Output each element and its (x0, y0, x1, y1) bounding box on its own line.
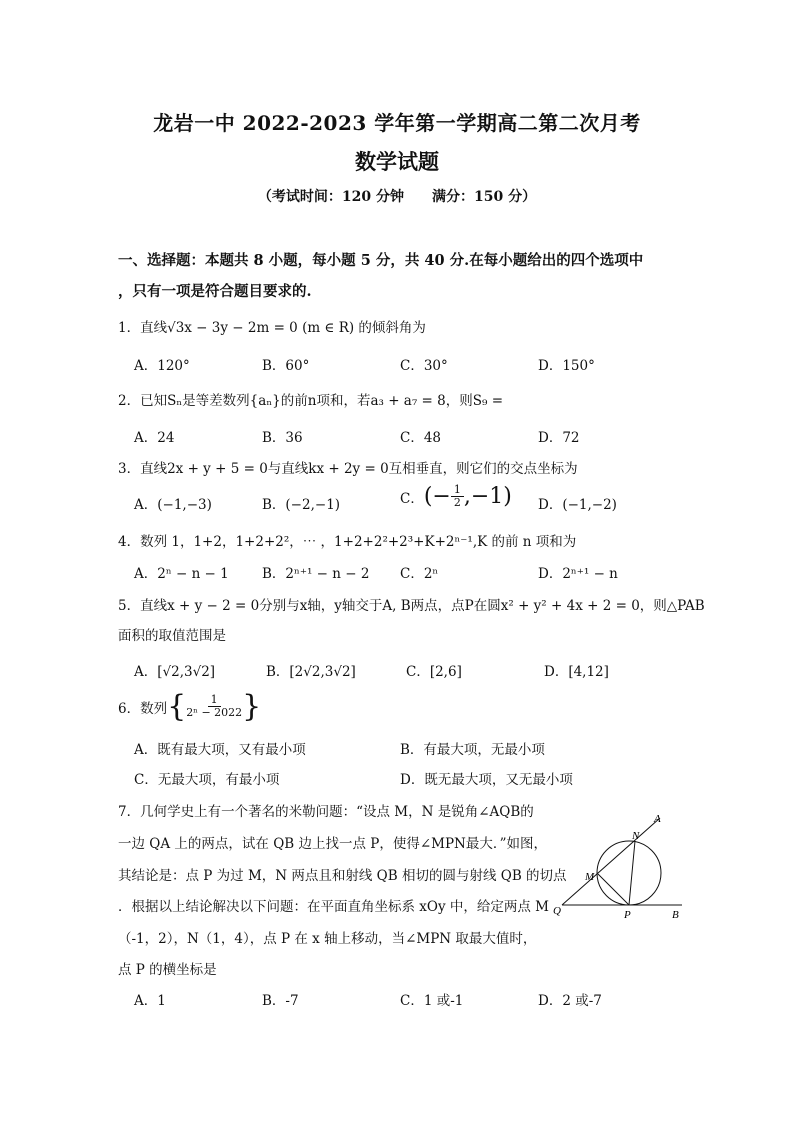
q3-option-c (400, 484, 512, 509)
q3-option-c-num: 1 (451, 484, 464, 497)
label-a: A (654, 813, 661, 825)
q6-option-c: C．无最大项，有最小项 (134, 772, 280, 788)
q7-option-c: C．1 或-1 (400, 993, 464, 1009)
exam-info: （考试时间：120 分钟 满分：150 分） (257, 189, 537, 205)
question-1-stem: 1．直线√3x − 3y − 2m = 0 (m ∈ R) 的倾斜角为 (118, 320, 426, 336)
question-7-stem-1: 7．几何学史上有一个著名的米勒问题：“设点 M，N 是锐角∠AQB的 (118, 804, 534, 820)
q6-left-brace: { (167, 688, 187, 724)
question-5-stem-2: 面积的取值范围是 (118, 628, 226, 644)
q5-option-d: D．[4,12] (544, 664, 609, 680)
exam-subtitle: 数学试题 (355, 149, 439, 174)
q3-option-b: B．(−2,−1) (262, 497, 341, 513)
label-n: N (632, 830, 640, 842)
q1-option-c: C．30° (400, 358, 448, 374)
question-7-stem-3: 其结论是：点 P 为过 M，N 两点且和射线 QB 相切的圆与射线 QB 的切点 (118, 868, 567, 884)
q4-option-c: C．2ⁿ (400, 566, 439, 582)
q1-option-d: D．150° (538, 358, 595, 374)
label-m: M (585, 871, 595, 883)
q2-option-d: D．72 (538, 430, 580, 446)
segment-pn (629, 841, 635, 905)
q6-stem-text: 6．数列 (118, 700, 168, 717)
q2-option-c: C．48 (400, 430, 442, 446)
question-7-stem-5: （-1，2），N（1，4），点 P 在 x 轴上移动，当∠MPN 取最大值时， (118, 931, 537, 947)
q5-option-c: C．[2,6] (406, 664, 462, 680)
q7-option-b: B．-7 (262, 993, 299, 1009)
q3-option-c-den: 2 (453, 496, 461, 509)
q3-option-a: A．(−1,−3) (134, 497, 212, 513)
q6-num: 1 (208, 694, 221, 707)
q6-option-a: A．既有最大项，又有最小项 (134, 742, 306, 758)
tangent-circle (597, 841, 661, 905)
q2-option-b: B．36 (262, 430, 303, 446)
q2-option-a: A．24 (134, 430, 175, 446)
q6-option-b: B．有最大项，无最小项 (400, 742, 545, 758)
q7-option-d: D．2 或-7 (538, 993, 602, 1009)
miller-problem-figure (550, 808, 690, 920)
question-5-stem: 5．直线x + y − 2 = 0分别与x轴，y轴交于A, B两点，点P在圆x² + y² + 4x + 2 = 0，则△PAB (118, 598, 705, 614)
q3-option-c-label: C． (400, 490, 424, 507)
question-7-stem-4: ．根据以上结论解决以下问题：在平面直角坐标系 xOy 中，给定两点 M (118, 899, 550, 915)
section-heading-line2: ，只有一项是符合题目要求的. (118, 283, 312, 300)
q6-right-brace: } (242, 688, 262, 724)
label-p: P (624, 909, 631, 920)
q3-option-c-fraction (451, 484, 464, 509)
question-6-stem (118, 688, 262, 724)
label-q: Q (553, 905, 561, 917)
q6-den: 2ⁿ − 2022 (186, 706, 243, 719)
q3-option-c-close: ,−1) (463, 483, 512, 509)
question-7-stem-2: 一边 QA 上的两点，试在 QB 边上找一点 P，使得∠MPN最大．”如图， (118, 836, 548, 852)
ray-qa (562, 818, 660, 905)
segment-pm (598, 874, 629, 905)
exam-title: 龙岩一中 2022-2023 学年第一学期高二第二次月考 (153, 111, 641, 135)
q3-option-c-open: (− (423, 483, 451, 509)
q5-option-a: A．[√2,3√2] (134, 664, 216, 680)
question-2-stem: 2．已知Sₙ是等差数列{aₙ}的前n项和，若a₃ + a₇ = 8，则S₉ = (118, 393, 503, 409)
q4-option-d: D．2ⁿ⁺¹ − n (538, 566, 618, 582)
question-4-stem: 4．数列 1，1+2，1+2+2²，⋯ ，1+2+2²+2³+K+2ⁿ⁻¹,K 的前 n 项和为 (118, 534, 577, 550)
question-3-stem: 3．直线2x + y + 5 = 0与直线kx + 2y = 0互相垂直，则它们的交点坐标为 (118, 461, 578, 477)
q6-fraction (186, 694, 242, 719)
q4-option-b: B．2ⁿ⁺¹ − n − 2 (262, 566, 370, 582)
q1-option-b: B．60° (262, 358, 310, 374)
section-heading-line1: 一、选择题：本题共 8 小题，每小题 5 分，共 40 分.在每小题给出的四个选项中 (118, 252, 644, 269)
q1-option-a: A．120° (134, 358, 190, 374)
q7-option-a: A．1 (134, 993, 166, 1009)
q6-option-d: D．既无最大项，又无最小项 (400, 772, 573, 788)
q3-option-d: D．(−1,−2) (538, 497, 617, 513)
question-7-stem-6: 点 P 的横坐标是 (118, 962, 217, 978)
label-b: B (672, 909, 679, 920)
q5-option-b: B．[2√2,3√2] (266, 664, 356, 680)
q4-option-a: A．2ⁿ − n − 1 (134, 566, 229, 582)
